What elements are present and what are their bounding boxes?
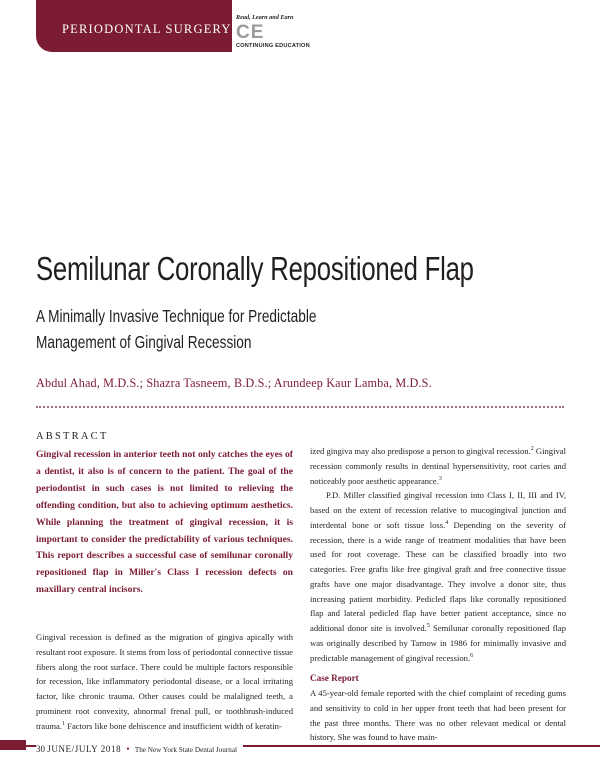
abstract-text: Gingival recession in anterior teeth not only catches the eyes of a dentist, it also is of concern to the patient. The goal of the periodontist in such cases is not limited to relieving the offending condition, but also to achieving optimum aesthetics. While planning the treatment of gingival recession, it is important to consider the predictability of various techniques. This report describes a successful case of semilunar coronally repositioned flap in Miller's Class I recession defects on maxillary central incisors. (36, 449, 293, 596)
abstract-heading: ABSTRACT (36, 431, 109, 442)
case-report-heading: Case Report (310, 673, 359, 684)
right-p2-text-c: Semilunar coronally repositioned flap was originally described by Tarnow in 1986 for minimally invasive and predictable management of gingival recession. (310, 623, 566, 663)
left-paragraph-tail: Factors like bone dehiscence and insufficient width of keratin- (65, 720, 282, 731)
author-list: Abdul Ahad, M.D.S.; Shazra Tasneem, B.D.S.; Arundeep Kaur Lamba, M.D.S. (36, 376, 432, 390)
right-p2-text: P.D. Miller classified gingival recession into Class I, II, III and IV, based on the extent of recession relative to mucogingival junction and interdental bone or soft tissue loss. (310, 490, 566, 530)
body-left-column (36, 630, 293, 734)
page-footer (36, 744, 243, 754)
ref-3: 3 (438, 475, 442, 482)
right-p2-text-b: Depending on the severity of recession, there is a wide range of treatment modalities that have been used for root coverage. These can be classified broadly into two categories. Free grafts like free gingival graft and free connective tissue grafts have one major disadvantage. They involve a donor site, thus increasing patient morbidity. Pedicled flaps like coronally repositioned flap and lateral pedicled flap have better patient acceptance, since no additional donor site is involved. (310, 519, 566, 633)
section-label: PERIODONTAL SURGERY (62, 22, 232, 36)
ce-logo-icon: CE (236, 22, 265, 43)
right-p1-text-b: Gingival recession commonly results in dentinal hypersensitivity, root caries and noticeably poor aesthetic appearance. (310, 446, 566, 486)
page-number: 30 (36, 744, 45, 754)
ref-1: 1 (62, 720, 66, 727)
right-p1-text: ized gingiva may also predispose a person to gingival recession. (310, 446, 531, 456)
subtitle-line-2: Management of Gingival Recession (36, 332, 252, 352)
ref-4: 4 (445, 519, 449, 526)
left-paragraph: Gingival recession is defined as the migration of gingiva apically with resultant root exposure. It stems from loss of periodontal connective tissue fibers along the root surface. There could be multiple factors responsible for recession, like inflammatory periodontal disease, or a local irritating factor, like chronic trauma. Other causes could be malaligned teeth, a prominent root convexity, abnormal frenal pull, or toothbrush-induced trauma. (36, 632, 293, 731)
right-paragraph-2 (310, 488, 566, 665)
section-tab (36, 0, 232, 52)
right-paragraph-1 (310, 444, 566, 488)
ref-2: 2 (530, 446, 534, 453)
issue-date: JUNE/JULY 2018 (47, 744, 122, 754)
footer-separator: • (126, 744, 130, 754)
ref-5: 5 (426, 623, 430, 630)
ce-tagline: Read, Learn and Earn (236, 14, 294, 21)
article-title: Semilunar Coronally Repositioned Flap (36, 250, 474, 287)
body-right-column (310, 444, 566, 745)
dotted-divider (36, 406, 564, 408)
case-report-text: A 45-year-old female reported with the chief complaint of receding gums and sensitivity to cold in her upper front teeth that had been present for the past three months. There was no other relevant medical or dental history. She was found to have main- (310, 688, 566, 743)
ce-subtitle: CONTINUING EDUCATION (236, 43, 310, 49)
subtitle-line-1: A Minimally Invasive Technique for Predictable (36, 306, 317, 326)
footer-accent (0, 740, 26, 750)
article-subtitle (36, 303, 316, 355)
ref-6: 6 (470, 652, 474, 659)
journal-name: The New York State Dental Journal (134, 746, 238, 754)
